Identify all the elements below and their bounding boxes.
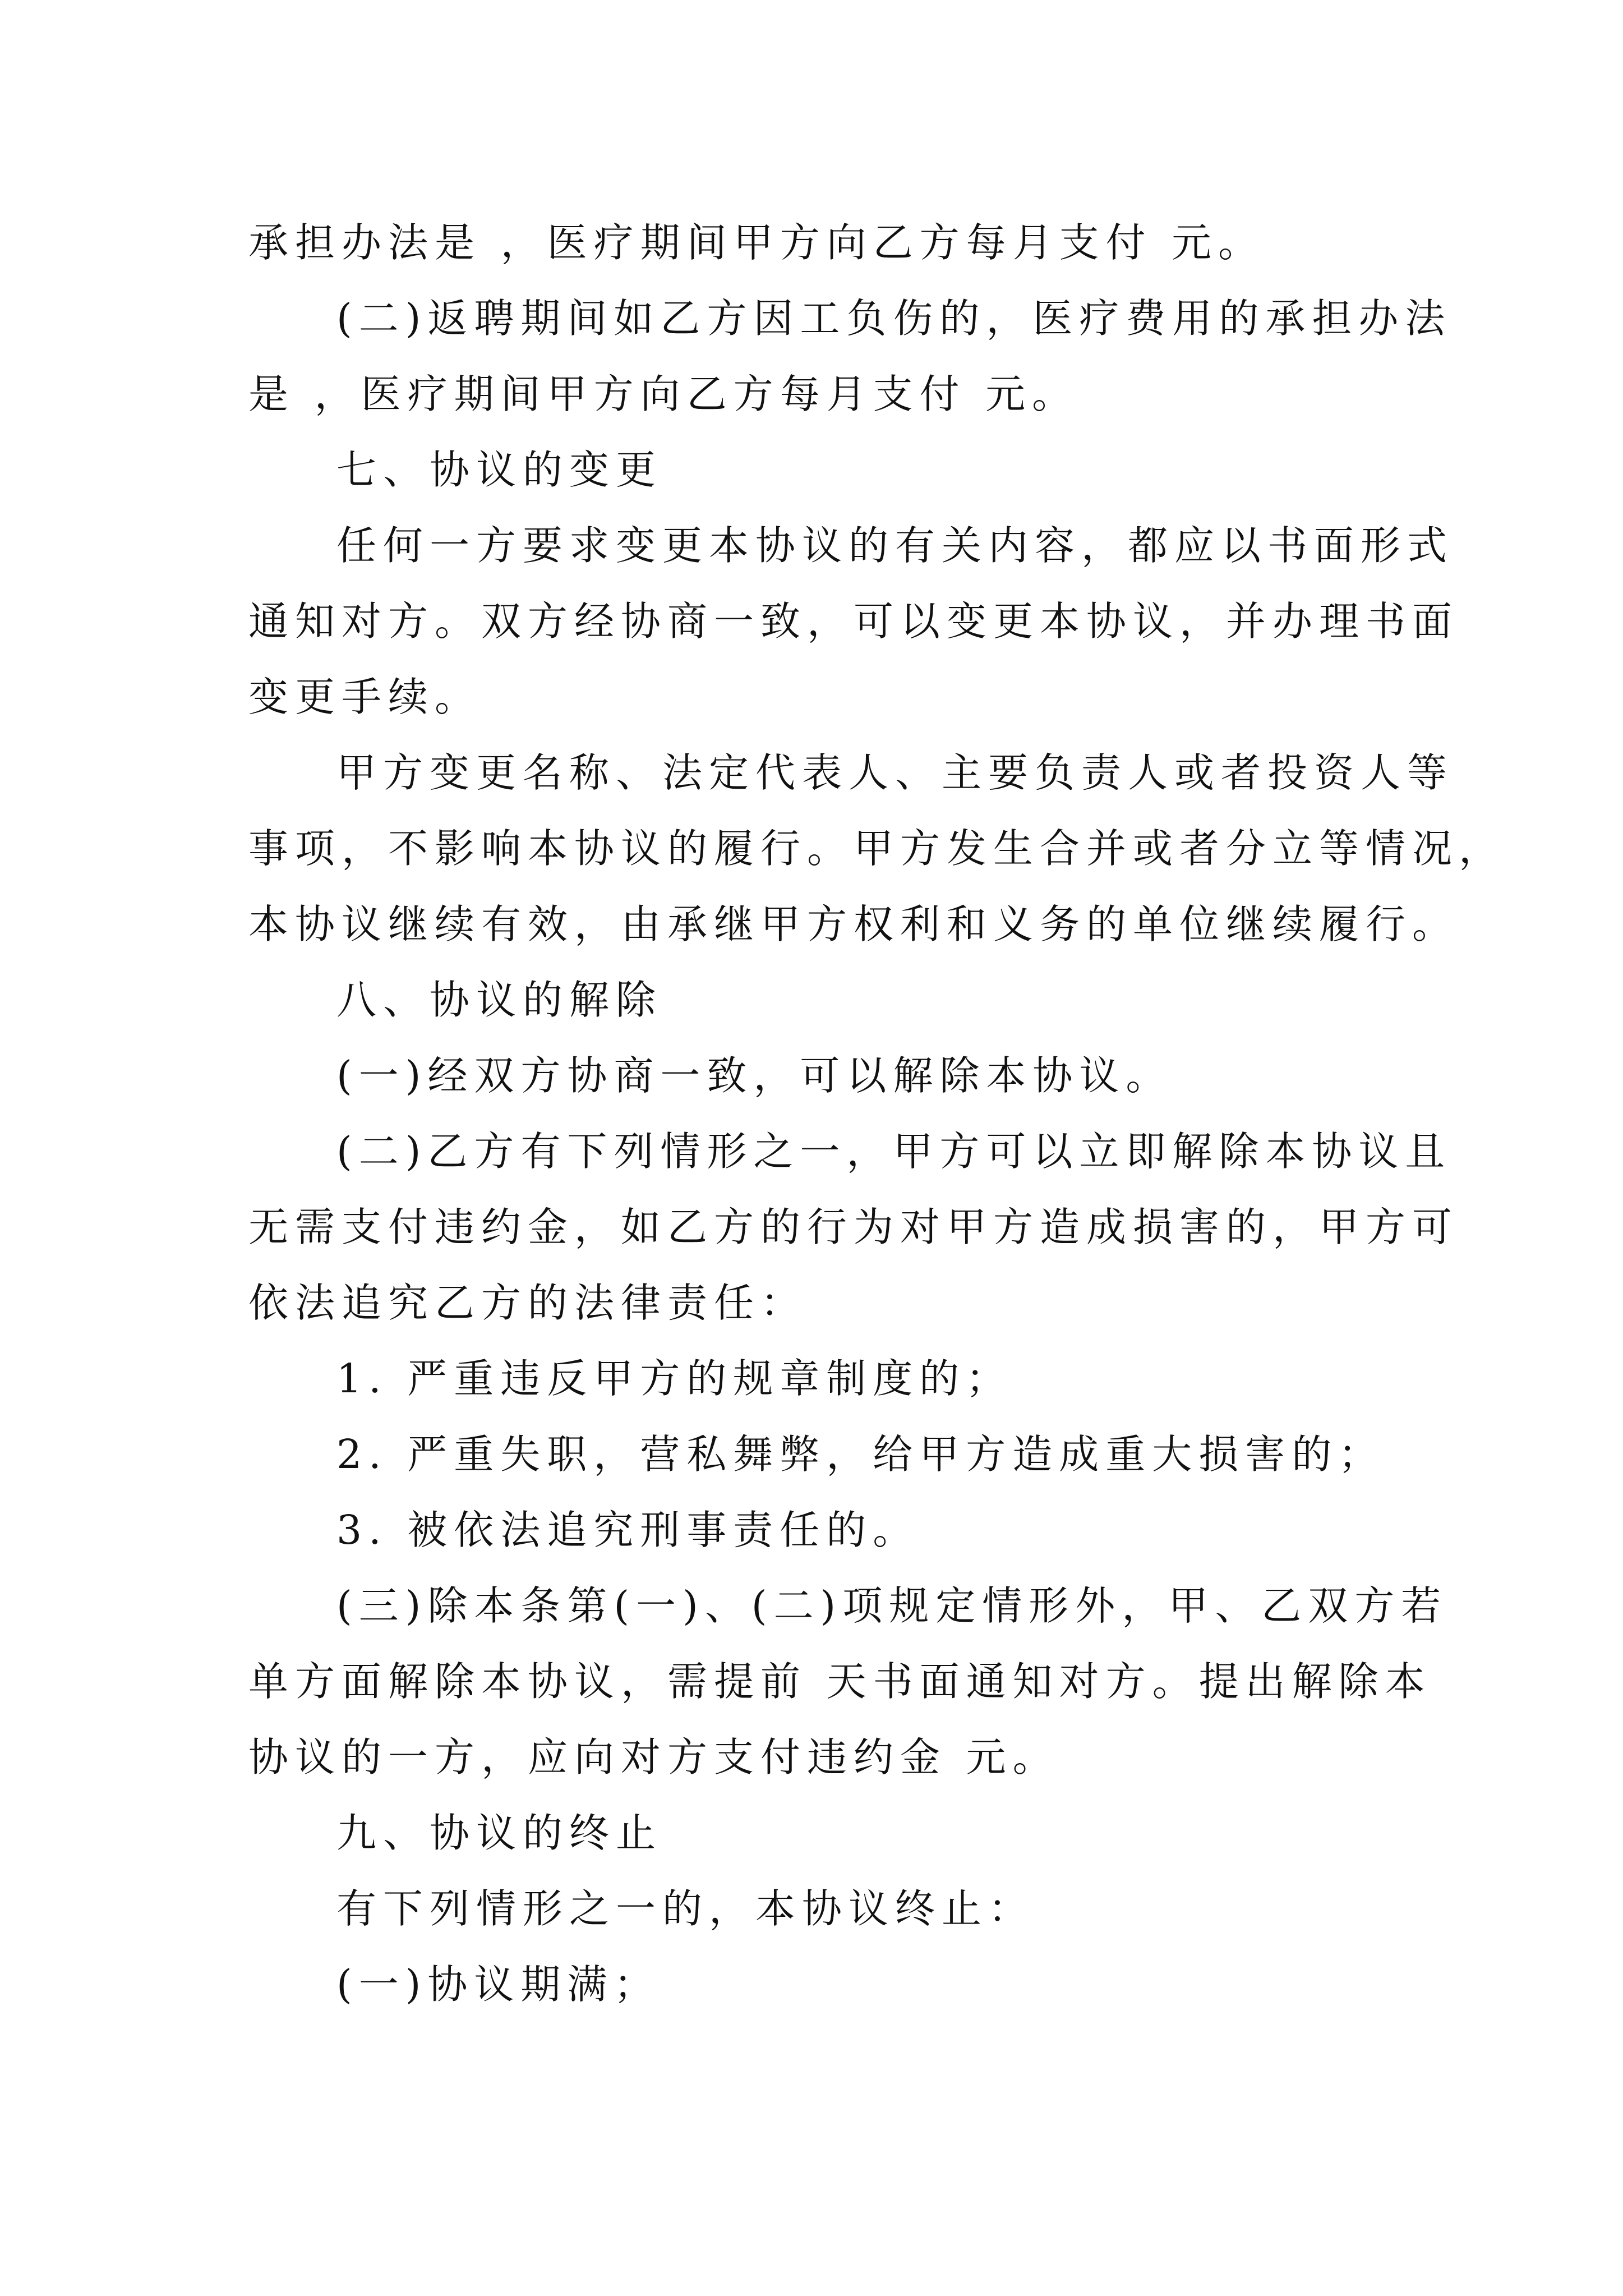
list-item: 3. 被依法追究刑事责任的。 [336, 1507, 920, 1553]
text-line: 任何一方要求变更本协议的有关内容，都应以书面形式 [336, 522, 1454, 569]
list-item: 1. 严重违反甲方的规章制度的； [336, 1355, 1013, 1402]
text-line: (一)经双方协商一致，可以解除本协议。 [336, 1052, 1173, 1099]
section-heading: 七、协议的变更 [336, 447, 663, 493]
text-line: (一)协议期满； [336, 1961, 661, 2008]
list-item: 2. 严重失职，营私舞弊，给甲方造成重大损害的； [336, 1431, 1385, 1478]
text-line: (二)返聘期间如乙方因工负伤的，医疗费用的承担办法 [336, 295, 1452, 342]
text-line: 有下列情形之一的，本协议终止： [336, 1885, 1035, 1932]
text-line: (二)乙方有下列情形之一，甲方可以立即解除本协议且 [336, 1128, 1452, 1175]
text-line: 通知对方。双方经协商一致，可以变更本协议，并办理书面 [248, 598, 1459, 645]
text-line: (三)除本条第(一)、(二)项规定情形外，甲、乙双方若 [336, 1582, 1448, 1629]
text-line: 承担办法是 ，医疗期间甲方向乙方每月支付 元。 [248, 219, 1265, 266]
text-line: 协议的一方，应向对方支付违约金 元。 [248, 1734, 1059, 1780]
text-line: 事项，不影响本协议的履行。甲方发生合并或者分立等情况， [248, 825, 1506, 872]
text-line: 依法追究乙方的法律责任： [248, 1280, 808, 1326]
text-line: 本协议继续有效，由承继甲方权利和义务的单位继续履行。 [248, 901, 1459, 947]
section-heading: 八、协议的解除 [336, 977, 663, 1023]
text-line: 是 ，医疗期间甲方向乙方每月支付 元。 [248, 371, 1079, 417]
text-line: 变更手续。 [248, 674, 482, 720]
text-line: 甲方变更名称、法定代表人、主要负责人或者投资人等 [336, 749, 1454, 796]
section-heading: 九、协议的终止 [336, 1810, 663, 1856]
text-line: 单方面解除本协议，需提前 天书面通知对方。提出解除本 [248, 1658, 1432, 1705]
text-line: 无需支付违约金，如乙方的行为对甲方造成损害的，甲方可 [248, 1204, 1459, 1250]
